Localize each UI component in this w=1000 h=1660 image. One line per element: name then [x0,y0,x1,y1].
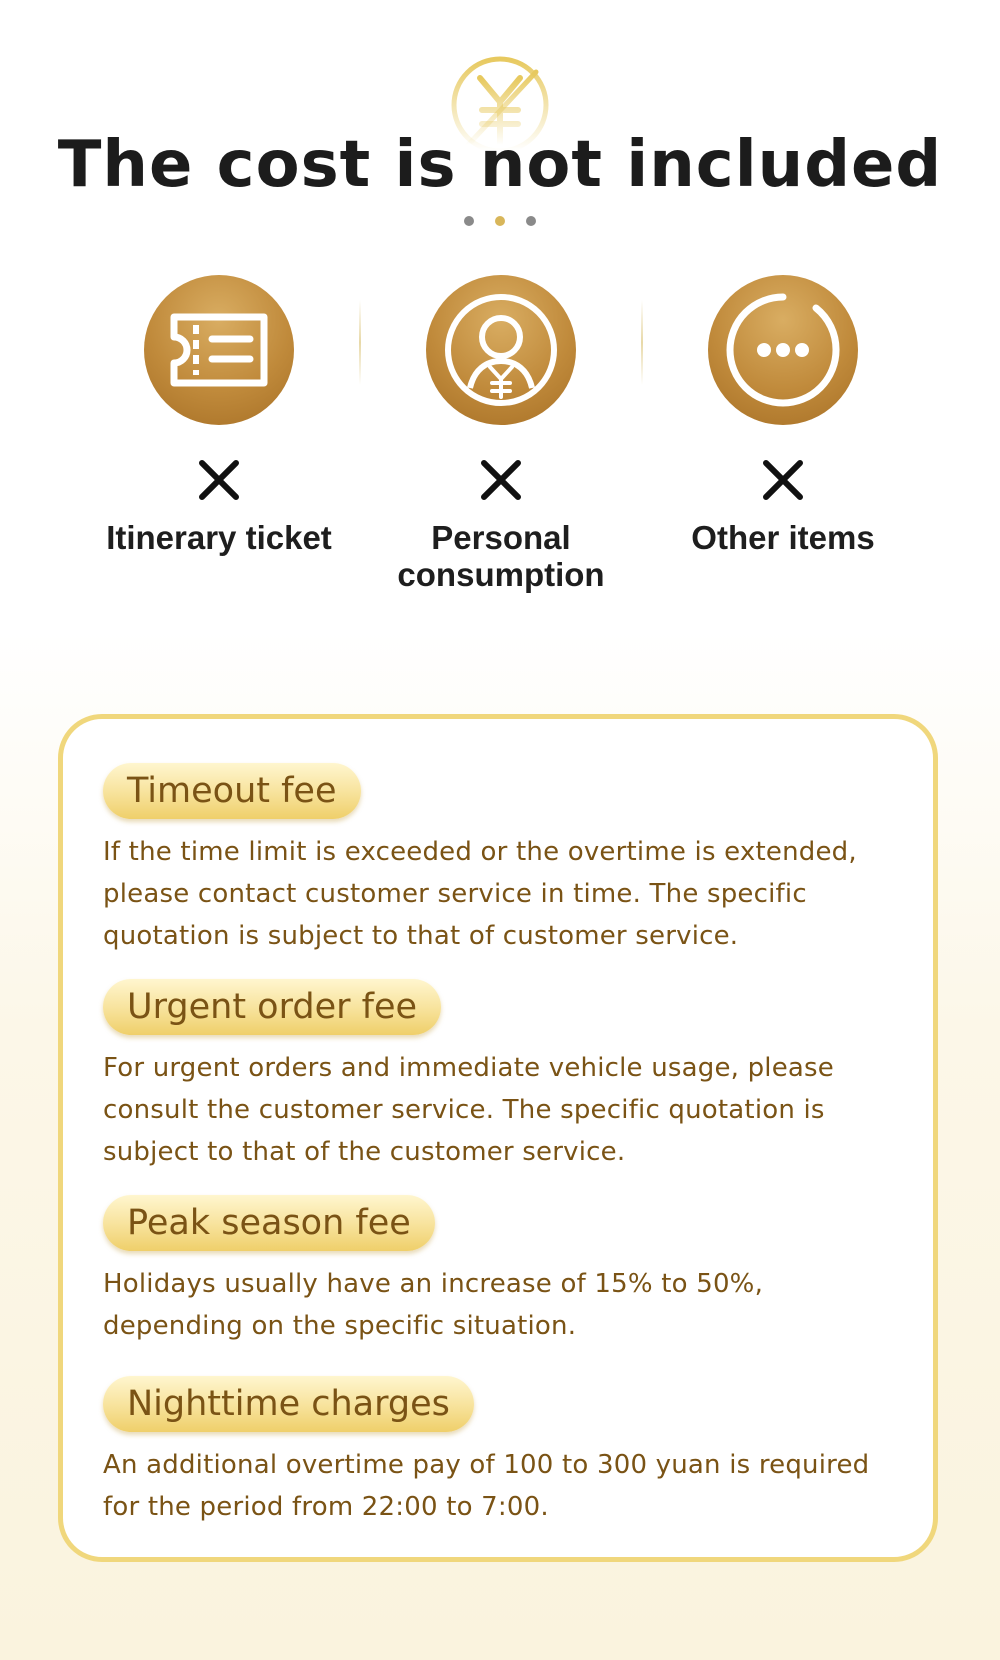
fee-description: For urgent orders and immediate vehicle usage, please consult the customer service. The specific quotation is subject to that of the customer service. [103,1053,834,1167]
ticket-icon [144,275,294,425]
fee-title-pill: Nighttime charges [103,1376,474,1432]
fee-description: An additional overtime pay of 100 to 300 yuan is required for the period from 22:00 to 7:00. [103,1450,870,1522]
pager-dot[interactable] [526,216,536,226]
cross-icon [194,455,244,505]
item-label: Itinerary ticket [106,519,332,556]
fee-section-nighttime [103,1376,903,1528]
item-label: Other items [691,519,875,556]
not-included-item-other-items [658,275,908,556]
fee-details-card [58,714,938,1562]
fee-section-peak-season [103,1195,903,1347]
more-dots-icon [708,275,858,425]
item-label: Personal consumption [397,519,605,593]
pager-dot[interactable] [464,216,474,226]
not-included-item-personal-consumption [376,275,626,593]
fee-description: Holidays usually have an increase of 15% to 50%, depending on the specific situation. [103,1269,764,1341]
not-included-item-itinerary-ticket [94,275,344,556]
divider [359,300,361,385]
fee-title-pill: Timeout fee [103,763,361,819]
fee-title-pill: Peak season fee [103,1195,435,1251]
page-title: The cost is not included [57,128,943,202]
pager-dots [460,216,540,228]
fee-title-pill: Urgent order fee [103,979,441,1035]
cross-icon [476,455,526,505]
fee-section-urgent-order [103,979,903,1173]
divider [641,300,643,385]
person-yen-icon [426,275,576,425]
pager-dot-active[interactable] [495,216,505,226]
fee-section-timeout [103,763,903,957]
fee-description: If the time limit is exceeded or the overtime is extended, please contact customer service in time. The specific quotation is subject to that of customer service. [103,837,857,951]
cross-icon [758,455,808,505]
